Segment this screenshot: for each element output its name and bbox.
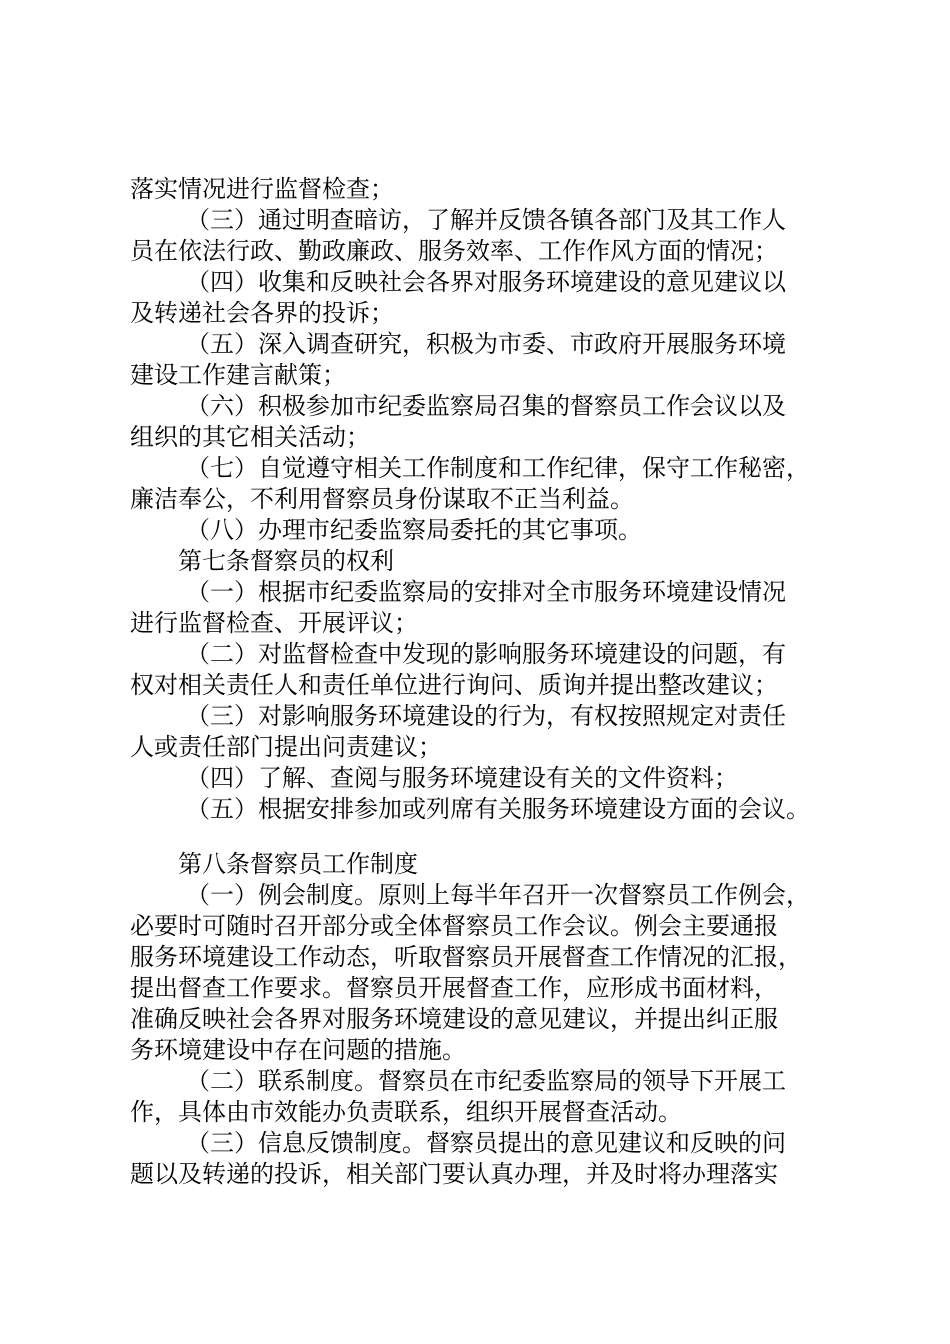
article-heading: 第七条督察员的权利: [178, 547, 394, 575]
text-line: （八）办理市纪委监察局委托的其它事项。: [186, 516, 642, 544]
text-line: 员在依法行政、勤政廉政、服务效率、工作作风方面的情况；: [130, 237, 778, 265]
text-line: 人或责任部门提出问责建议；: [130, 733, 442, 761]
text-line: 权对相关责任人和责任单位进行询问、质询并提出整改建议；: [130, 671, 778, 699]
text-line: （一）例会制度。原则上每半年召开一次督察员工作例会，: [186, 881, 810, 909]
text-line: 廉洁奉公，不利用督察员身份谋取不正当利益。: [130, 485, 634, 513]
text-line: 题以及转递的投诉，相关部门要认真办理，并及时将办理落实: [130, 1160, 778, 1188]
text-line: （三）信息反馈制度。督察员提出的意见建议和反映的问: [186, 1129, 786, 1157]
text-line: 及转递社会各界的投诉；: [130, 299, 394, 327]
text-line: 提出督查工作要求。督察员开展督查工作，应形成书面材料，: [130, 974, 778, 1002]
text-line: 服务环境建设工作动态，听取督察员开展督查工作情况的汇报，: [130, 943, 802, 971]
text-line: 务环境建设中存在问题的措施。: [130, 1036, 466, 1064]
text-line: 进行监督检查、开展评议；: [130, 609, 418, 637]
text-line: 准确反映社会各界对服务环境建设的意见建议，并提出纠正服: [130, 1005, 778, 1033]
text-line: 作，具体由市效能办负责联系，组织开展督查活动。: [130, 1098, 682, 1126]
text-line: （四）了解、查阅与服务环境建设有关的文件资料；: [186, 764, 738, 792]
text-line: 落实情况进行监督检查；: [130, 175, 394, 203]
text-line: （五）深入调查研究，积极为市委、市政府开展服务环境: [186, 330, 786, 358]
text-line: （四）收集和反映社会各界对服务环境建设的意见建议以: [186, 268, 786, 296]
text-line: （七）自觉遵守相关工作制度和工作纪律，保守工作秘密，: [186, 454, 810, 482]
text-line: 建设工作建言献策；: [130, 361, 346, 389]
text-line: （三）通过明查暗访，了解并反馈各镇各部门及其工作人: [186, 206, 786, 234]
text-line: （二）联系制度。督察员在市纪委监察局的领导下开展工: [186, 1067, 786, 1095]
text-line: 必要时可随时召开部分或全体督察员工作会议。例会主要通报: [130, 912, 778, 940]
text-line: （三）对影响服务环境建设的行为，有权按照规定对责任: [186, 702, 786, 730]
text-line: （六）积极参加市纪委监察局召集的督察员工作会议以及: [186, 392, 786, 420]
text-line: （五）根据安排参加或列席有关服务环境建设方面的会议。: [186, 795, 810, 823]
text-line: （二）对监督检查中发现的影响服务环境建设的问题，有: [186, 640, 786, 668]
text-line: 组织的其它相关活动；: [130, 423, 370, 451]
text-line: （一）根据市纪委监察局的安排对全市服务环境建设情况: [186, 578, 786, 606]
article-heading: 第八条督察员工作制度: [178, 850, 418, 878]
